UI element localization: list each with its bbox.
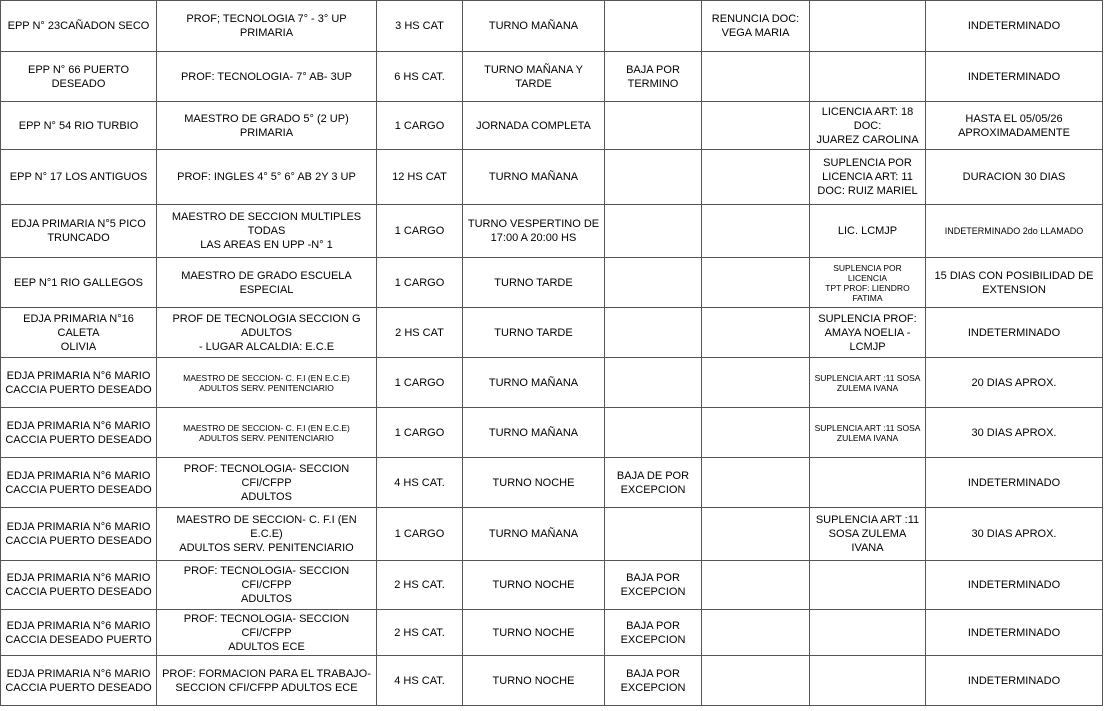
cell-text-line: HASTA EL 05/05/26: [965, 112, 1063, 125]
cell-text-line: OLIVIA: [60, 340, 97, 353]
cell-text-line: EDJA PRIMARIA N°6 MARIO: [6, 369, 151, 382]
duration-cell: INDETERMINADO: [926, 52, 1103, 102]
school-cell: EPP N° 66 PUERTO DESEADO: [1, 52, 157, 102]
leave-cell: [810, 258, 926, 308]
cell-text-line: TPT PROF: LIENDRO: [825, 282, 910, 293]
cell-text-line: ADULTOS: [241, 593, 292, 605]
table-row: [1, 610, 1103, 656]
shift-cell: TURNO NOCHE: [463, 610, 605, 656]
cell-text-line: EDJA PRIMARIA N°16 CALETA: [23, 312, 134, 339]
cell-text-line: BAJA POR: [626, 667, 680, 680]
table-row: [1, 561, 1103, 610]
table-row: [1, 458, 1103, 508]
shift-cell: TURNO MAÑANA: [463, 1, 605, 52]
cell-text-line: EDJA PRIMARIA N°6 MARIO: [6, 469, 151, 482]
cell-text-line: 17:00 A 20:00 HS: [490, 232, 577, 244]
school-cell: [1, 408, 157, 458]
termination-cell: [605, 656, 702, 706]
termination-cell: [605, 458, 702, 508]
position-cell: PROF: INGLES 4° 5° 6° AB 2Y 3 UP: [157, 150, 377, 205]
leave-cell: [810, 52, 926, 102]
resignation-cell: [702, 656, 810, 706]
cell-text-line: ADULTOS ECE: [228, 640, 305, 653]
cell-text-line: BAJA POR: [626, 619, 680, 632]
cell-text-line: SOSA ZULEMA IVANA: [828, 528, 907, 554]
cell-text-line: SUPLENCIA ART :11 SOSA: [814, 372, 921, 383]
duration-cell: 30 DIAS APROX.: [926, 508, 1103, 561]
shift-cell: TURNO TARDE: [463, 258, 605, 308]
termination-cell: [605, 52, 702, 102]
cell-text-line: LICENCIA ART: 18 DOC:: [821, 105, 914, 132]
table-row: [1, 308, 1103, 358]
resignation-cell: [702, 358, 810, 408]
shift-cell: TURNO MAÑANA: [463, 408, 605, 458]
resignation-cell: [702, 561, 810, 610]
hours-cell: 1 CARGO: [377, 358, 463, 408]
cell-text-line: SECCION CFI/CFPP ADULTOS ECE: [175, 681, 358, 694]
cell-text-line: CACCIA PUERTO DESEADO: [5, 681, 152, 694]
cell-text-line: VEGA MARIA: [721, 27, 790, 39]
cell-text-line: EXCEPCION: [620, 681, 686, 694]
cell-text-line: PROF: FORMACION PARA EL TRABAJO-: [162, 667, 371, 680]
cell-text-line: BAJA POR: [626, 572, 680, 584]
school-cell: [1, 508, 157, 561]
duration-cell: INDETERMINADO 2do LLAMADO: [926, 205, 1103, 258]
school-cell: EPP N° 54 RIO TURBIO: [1, 102, 157, 150]
cell-text-line: CACCIA PUERTO DESEADO: [5, 586, 152, 598]
cell-text-line: PROF: TECNOLOGIA- SECCION CFI/CFPP: [183, 462, 350, 489]
cell-text-line: SUPLENCIA POR LICENCIA: [833, 262, 902, 283]
hours-cell: 4 HS CAT.: [377, 656, 463, 706]
table-row: [1, 1, 1103, 52]
resignation-cell: [702, 610, 810, 656]
table-row: [1, 52, 1103, 102]
position-cell: [157, 561, 377, 610]
cell-text-line: EXTENSION: [982, 283, 1046, 296]
cell-text-line: EDJA PRIMARIA N°6 MARIO: [6, 572, 151, 584]
cell-text-line: MAESTRO DE SECCION- C. F.I (EN E.C.E): [183, 372, 350, 383]
leave-cell: [810, 656, 926, 706]
termination-cell: [605, 358, 702, 408]
cell-text-line: APROXIMADAMENTE: [958, 126, 1070, 139]
shift-cell: TURNO NOCHE: [463, 656, 605, 706]
cell-text-line: ADULTOS SERV. PENITENCIARIO: [199, 432, 334, 443]
leave-cell: [810, 358, 926, 408]
cell-text-line: ZULEMA IVANA: [836, 432, 899, 443]
cell-text-line: SUPLENCIA ART :11 SOSA: [814, 422, 921, 433]
table-row: [1, 358, 1103, 408]
school-cell: EPP N° 17 LOS ANTIGUOS: [1, 150, 157, 205]
duration-cell: 30 DIAS APROX.: [926, 408, 1103, 458]
cell-text-line: SUPLENCIA PROF:: [818, 312, 917, 325]
shift-cell: TURNO MAÑANA: [463, 358, 605, 408]
cell-text-line: EXCEPCION: [620, 633, 686, 646]
table-row: [1, 408, 1103, 458]
cell-text-line: EDJA PRIMARIA N°6 MARIO: [6, 619, 151, 632]
position-cell: PROF: TECNOLOGIA- 7° AB- 3UP: [157, 52, 377, 102]
table-row: [1, 102, 1103, 150]
cell-text-line: CACCIA PUERTO DESEADO: [5, 433, 152, 446]
cell-text-line: MAESTRO DE SECCION MULTIPLES TODAS: [171, 211, 362, 237]
shift-cell: [463, 205, 605, 258]
shift-cell: TURNO NOCHE: [463, 458, 605, 508]
cell-text-line: EDJA PRIMARIA N°6 MARIO: [6, 667, 151, 680]
termination-cell: [605, 308, 702, 358]
cell-text-line: MAESTRO DE SECCION- C. F.I (EN E.C.E): [183, 422, 350, 433]
school-cell: [1, 308, 157, 358]
school-cell: EPP N° 23CAÑADON SECO: [1, 1, 157, 52]
cell-text-line: LICENCIA ART: 11: [822, 171, 913, 183]
resignation-cell: [702, 408, 810, 458]
hours-cell: 2 HS CAT.: [377, 610, 463, 656]
hours-cell: 2 HS CAT: [377, 308, 463, 358]
duration-cell: [926, 102, 1103, 150]
cell-text-line: EXCEPCION: [620, 483, 686, 496]
leave-cell: [810, 408, 926, 458]
resignation-cell: [702, 508, 810, 561]
resignation-cell: [702, 258, 810, 308]
hours-cell: 1 CARGO: [377, 205, 463, 258]
duration-cell: INDETERMINADO: [926, 610, 1103, 656]
shift-cell: TURNO MAÑANA: [463, 150, 605, 205]
hours-cell: 1 CARGO: [377, 508, 463, 561]
cell-text-line: LAS AREAS EN UPP -N° 1: [200, 239, 333, 251]
duration-cell: INDETERMINADO: [926, 308, 1103, 358]
termination-cell: [605, 258, 702, 308]
shift-cell: TURNO NOCHE: [463, 561, 605, 610]
hours-cell: 1 CARGO: [377, 408, 463, 458]
table-row: [1, 258, 1103, 308]
cell-text-line: CACCIA PUERTO DESEADO: [5, 383, 152, 396]
school-cell: [1, 358, 157, 408]
duration-cell: DURACION 30 DIAS: [926, 150, 1103, 205]
resignation-cell: [702, 205, 810, 258]
resignation-cell: [702, 1, 810, 52]
cell-text-line: CACCIA PUERTO DESEADO: [5, 535, 152, 547]
school-cell: [1, 610, 157, 656]
resignation-cell: [702, 52, 810, 102]
shift-cell: TURNO MAÑANA Y TARDE: [463, 52, 605, 102]
cell-text-line: ZULEMA IVANA: [836, 382, 899, 393]
cell-text-line: CACCIA PUERTO DESEADO: [5, 483, 152, 496]
duration-cell: [926, 258, 1103, 308]
school-cell: [1, 656, 157, 706]
cell-text-line: - LUGAR ALCALDIA: E.C.E: [198, 340, 335, 353]
resignation-cell: [702, 308, 810, 358]
resignation-cell: [702, 150, 810, 205]
termination-cell: [605, 102, 702, 150]
position-cell: [157, 508, 377, 561]
cell-text-line: MAESTRO DE SECCION- C. F.I (EN E.C.E): [176, 514, 357, 540]
termination-cell: [605, 561, 702, 610]
table-row: [1, 508, 1103, 561]
termination-cell: [605, 508, 702, 561]
position-cell: [157, 458, 377, 508]
termination-cell: [605, 150, 702, 205]
position-cell: [157, 656, 377, 706]
termination-cell: [605, 205, 702, 258]
cell-text-line: BAJA DE POR: [616, 469, 690, 482]
leave-cell: [810, 308, 926, 358]
position-cell: MAESTRO DE GRADO 5° (2 UP) PRIMARIA: [157, 102, 377, 150]
leave-cell: LIC. LCMJP: [810, 205, 926, 258]
leave-cell: [810, 610, 926, 656]
hours-cell: 4 HS CAT.: [377, 458, 463, 508]
hours-cell: 12 HS CAT: [377, 150, 463, 205]
cell-text-line: BAJA POR: [626, 63, 680, 76]
cell-text-line: SUPLENCIA POR: [823, 157, 912, 169]
termination-cell: [605, 1, 702, 52]
school-cell: [1, 458, 157, 508]
cell-text-line: FATIMA: [852, 292, 883, 303]
leave-cell: [810, 150, 926, 205]
position-cell: [157, 205, 377, 258]
hours-cell: 3 HS CAT: [377, 1, 463, 52]
duration-cell: INDETERMINADO: [926, 458, 1103, 508]
leave-cell: [810, 508, 926, 561]
cell-text-line: EDJA PRIMARIA N°6 MARIO: [6, 419, 151, 432]
position-cell: [157, 408, 377, 458]
hours-cell: 1 CARGO: [377, 258, 463, 308]
cell-text-line: PROF: TECNOLOGIA- SECCION CFI/CFPP: [183, 612, 350, 639]
hours-cell: 1 CARGO: [377, 102, 463, 150]
position-cell: [157, 610, 377, 656]
cell-text-line: 15 DIAS CON POSIBILIDAD DE: [934, 269, 1094, 282]
leave-cell: [810, 1, 926, 52]
duration-cell: 20 DIAS APROX.: [926, 358, 1103, 408]
cell-text-line: TURNO VESPERTINO DE: [467, 218, 600, 230]
cell-text-line: ADULTOS SERV. PENITENCIARIO: [199, 382, 334, 393]
cell-text-line: ADULTOS SERV. PENITENCIARIO: [179, 542, 354, 554]
shift-cell: TURNO MAÑANA: [463, 508, 605, 561]
termination-cell: [605, 610, 702, 656]
cell-text-line: EXCEPCION: [620, 586, 686, 598]
cell-text-line: EDJA PRIMARIA N°6 MARIO: [6, 521, 151, 533]
hours-cell: 2 HS CAT.: [377, 561, 463, 610]
duration-cell: INDETERMINADO: [926, 656, 1103, 706]
shift-cell: JORNADA COMPLETA: [463, 102, 605, 150]
cell-text-line: PROF: TECNOLOGIA- SECCION CFI/CFPP: [183, 565, 350, 591]
position-cell: MAESTRO DE GRADO ESCUELA ESPECIAL: [157, 258, 377, 308]
table-row: [1, 205, 1103, 258]
cell-text-line: SUPLENCIA ART :11: [815, 514, 920, 526]
school-cell: EEP N°1 RIO GALLEGOS: [1, 258, 157, 308]
shift-cell: TURNO TARDE: [463, 308, 605, 358]
position-cell: PROF; TECNOLOGIA 7° - 3° UP PRIMARIA: [157, 1, 377, 52]
leave-cell: [810, 458, 926, 508]
termination-cell: [605, 408, 702, 458]
table-row: [1, 150, 1103, 205]
leave-cell: [810, 102, 926, 150]
cell-text-line: PROF DE TECNOLOGIA SECCION G ADULTOS: [172, 312, 361, 339]
school-cell: [1, 205, 157, 258]
cell-text-line: TRUNCADO: [47, 232, 110, 244]
cell-text-line: AMAYA NOELIA -: [824, 326, 911, 339]
cell-text-line: RENUNCIA DOC:: [711, 13, 800, 25]
school-cell: [1, 561, 157, 610]
position-cell: [157, 358, 377, 408]
leave-cell: [810, 561, 926, 610]
resignation-cell: [702, 102, 810, 150]
cell-text-line: CACCIA DESEADO PUERTO: [5, 633, 152, 646]
cell-text-line: DOC: RUIZ MARIEL: [817, 185, 918, 197]
cell-text-line: JUAREZ CAROLINA: [816, 133, 919, 146]
table-row: [1, 656, 1103, 706]
table-body: [1, 1, 1103, 706]
hours-cell: 6 HS CAT.: [377, 52, 463, 102]
resignation-cell: [702, 458, 810, 508]
cell-text-line: TERMINO: [627, 77, 679, 90]
duration-cell: INDETERMINADO: [926, 1, 1103, 52]
duration-cell: INDETERMINADO: [926, 561, 1103, 610]
cell-text-line: EDJA PRIMARIA N°5 PICO: [11, 218, 146, 230]
cell-text-line: LCMJP: [849, 340, 886, 353]
position-cell: [157, 308, 377, 358]
cell-text-line: ADULTOS: [241, 490, 292, 503]
